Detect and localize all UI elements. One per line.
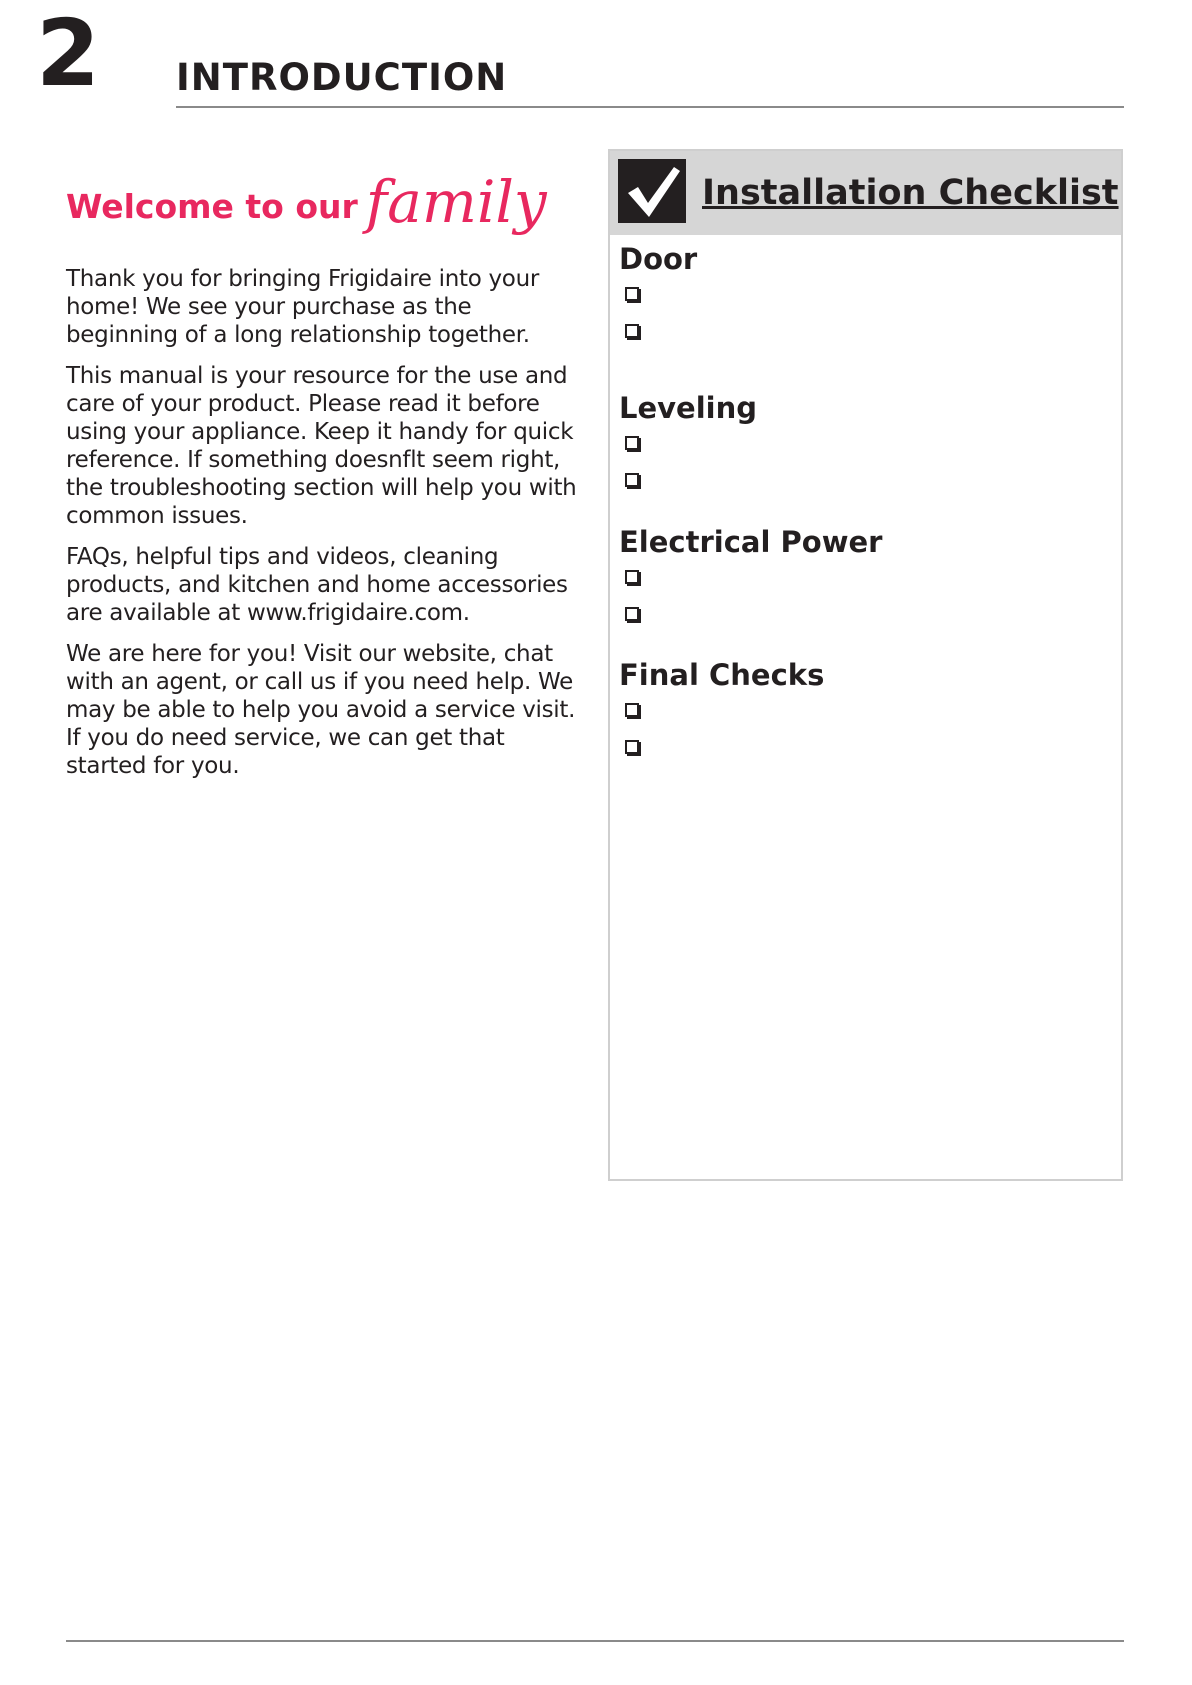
checklist-item[interactable] [619, 732, 824, 769]
page-number: 2 [36, 0, 99, 107]
intro-paragraph-4: We are here for you! Visit our website, chat with an agent, or call us if you need help. We may be able to help you avoid a service visit. If you do need service, we can get that started for you. [66, 641, 576, 779]
footer-divider [66, 1640, 1124, 1642]
checklist-item[interactable] [619, 316, 697, 353]
checkbox[interactable] [625, 607, 639, 621]
checklist-item[interactable] [619, 695, 824, 732]
welcome-lead-text: Welcome to our [66, 187, 358, 226]
group-heading: Final Checks [619, 658, 825, 692]
checklist-title: Installation Checklist [702, 173, 1119, 213]
checkbox[interactable] [625, 473, 639, 487]
header-divider [176, 106, 1124, 108]
intro-paragraph-2: This manual is your resource for the use and care of your product. Please read it before using your appliance. Keep it handy for quick reference. If something doesnflt seem right, the troubleshooting section will help you with common issues. [66, 363, 577, 529]
group-heading: Door [619, 242, 698, 276]
checklist-group-door [619, 239, 697, 353]
intro-text [66, 265, 586, 793]
checkbox[interactable] [625, 324, 639, 338]
checkbox[interactable] [625, 436, 639, 450]
group-heading: Electrical Power [619, 525, 883, 559]
section-title: INTRODUCTION [176, 56, 508, 99]
checklist-item[interactable] [619, 428, 757, 465]
checklist-item[interactable] [619, 279, 697, 316]
welcome-heading [66, 168, 547, 236]
checkbox[interactable] [625, 287, 639, 301]
checkmark-icon [618, 159, 686, 223]
checkbox[interactable] [625, 703, 639, 717]
checklist-group-final-checks [619, 655, 824, 769]
installation-checklist [608, 149, 1123, 1181]
checklist-group-electrical-power [619, 522, 882, 636]
checklist-item[interactable] [619, 599, 882, 636]
checklist-group-leveling [619, 388, 757, 502]
checklist-item[interactable] [619, 562, 882, 599]
checkbox[interactable] [625, 570, 639, 584]
checklist-item[interactable] [619, 465, 757, 502]
checkbox[interactable] [625, 740, 639, 754]
group-heading: Leveling [619, 391, 758, 425]
checklist-header [610, 151, 1121, 235]
intro-paragraph-3: FAQs, helpful tips and videos, cleaning products, and kitchen and home accessories are available at www.frigidaire.com. [66, 544, 568, 626]
intro-paragraph-1: Thank you for bringing Frigidaire into your home! We see your purchase as the beginning of a long relationship together. [66, 266, 540, 348]
welcome-script-word: family [365, 168, 547, 236]
